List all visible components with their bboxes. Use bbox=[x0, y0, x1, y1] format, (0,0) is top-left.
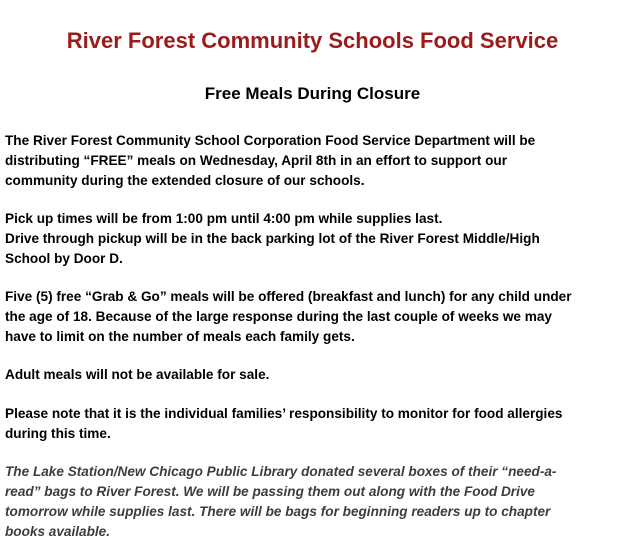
paragraph-allergies bbox=[5, 404, 620, 444]
paragraph-line: School by Door D. bbox=[5, 251, 123, 266]
paragraph-line: have to limit on the number of meals each family gets. bbox=[5, 329, 355, 344]
paragraph-distribution bbox=[5, 131, 620, 191]
paragraph-line: during this time. bbox=[5, 426, 111, 441]
paragraph-pickup-times bbox=[5, 209, 620, 269]
paragraph-line: Five (5) free “Grab & Go” meals will be offered (breakfast and lunch) for any child under bbox=[5, 289, 572, 304]
paragraph-line: community during the extended closure of our schools. bbox=[5, 173, 365, 188]
paragraph-line: tomorrow while supplies last. There will be bags for beginning readers up to chapter bbox=[5, 504, 551, 519]
paragraph-line: Pick up times will be from 1:00 pm until 4:00 pm while supplies last. bbox=[5, 211, 443, 226]
paragraph-line: Adult meals will not be available for sale. bbox=[5, 367, 270, 382]
paragraph-adult-meals bbox=[5, 365, 620, 385]
page-title: River Forest Community Schools Food Service bbox=[66, 28, 559, 53]
paragraph-line: Drive through pickup will be in the back parking lot of the River Forest Middle/High bbox=[5, 231, 540, 246]
paragraph-line: The Lake Station/New Chicago Public Library donated several boxes of their “need-a- bbox=[5, 464, 557, 479]
paragraph-library-donation bbox=[5, 462, 620, 542]
paragraph-line: books available. bbox=[5, 524, 111, 539]
paragraph-line: Please note that it is the individual families’ responsibility to monitor for food allergies bbox=[5, 406, 563, 421]
paragraph-line: the age of 18. Because of the large response during the last couple of weeks we may bbox=[5, 309, 552, 324]
paragraph-line: distributing “FREE” meals on Wednesday, April 8th in an effort to support our bbox=[5, 153, 507, 168]
paragraph-line: The River Forest Community School Corporation Food Service Department will be bbox=[5, 133, 536, 148]
page-subtitle: Free Meals During Closure bbox=[204, 84, 421, 103]
paragraph-line: read” bags to River Forest. We will be passing them out along with the Food Drive bbox=[5, 484, 535, 499]
paragraph-meal-limits bbox=[5, 287, 620, 347]
